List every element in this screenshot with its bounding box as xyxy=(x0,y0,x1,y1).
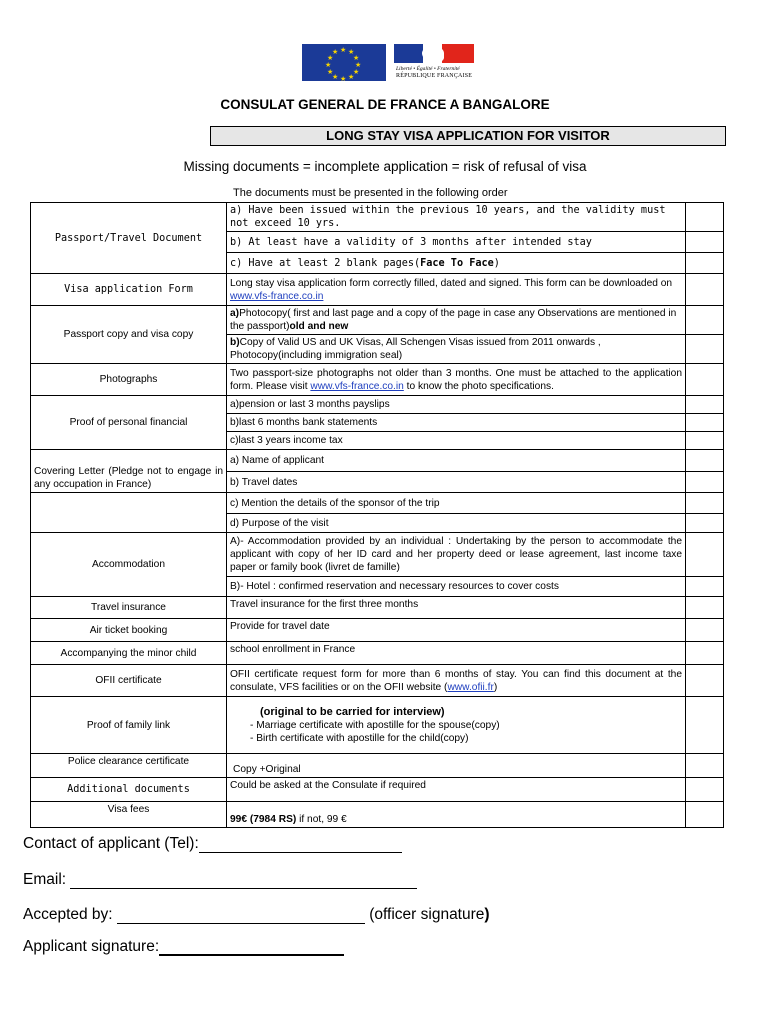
financial-item-c: c)last 3 years income tax xyxy=(227,432,686,450)
row-label-photographs: Photographs xyxy=(31,364,227,396)
email-input[interactable] xyxy=(70,872,417,889)
order-note: The documents must be presented in the following order xyxy=(233,187,508,199)
checkbox-cell[interactable] xyxy=(686,697,724,754)
row-label-covering-letter: Covering Letter (Pledge not to engage in any occupation in France) xyxy=(31,450,227,493)
row-label-passport-copy: Passport copy and visa copy xyxy=(31,306,227,364)
contact-label: Contact of applicant (Tel): xyxy=(23,835,199,852)
checkbox-cell[interactable] xyxy=(686,754,724,778)
applicant-signature-input[interactable] xyxy=(159,938,344,956)
row-label-additional: Additional documents xyxy=(31,778,227,802)
documents-table xyxy=(30,202,724,828)
checkbox-cell[interactable] xyxy=(686,450,724,472)
passport-item-c: c) Have at least 2 blank pages(Face To Face) xyxy=(227,253,686,274)
passport-item-a: a) Have been issued within the previous 10 years, and the validity must not exceed 10 yrs. xyxy=(227,203,686,232)
table-row xyxy=(31,778,724,802)
table-row xyxy=(31,754,724,778)
additional-text: Could be asked at the Consulate if required xyxy=(227,778,686,802)
police-text: Copy +Original xyxy=(227,754,686,778)
logo-motto: Liberté • Égalité • Fraternité xyxy=(396,66,460,72)
header-logos xyxy=(302,44,476,82)
applicant-signature-label: Applicant signature: xyxy=(23,938,160,955)
warning-text: Missing documents = incomplete application = risk of refusal of visa xyxy=(183,159,587,174)
vfs-photo-link[interactable]: www.vfs-france.co.in xyxy=(310,380,404,392)
covering-item-a: a) Name of applicant xyxy=(227,450,686,472)
page-title: CONSULAT GENERAL DE FRANCE A BANGALORE xyxy=(220,97,550,112)
checkbox-cell[interactable] xyxy=(686,396,724,414)
row-label-insurance: Travel insurance xyxy=(31,597,227,619)
family-item-2: - Birth certificate with apostille for the child(copy) xyxy=(250,732,469,744)
family-item-1: - Marriage certificate with apostille for the spouse(copy) xyxy=(250,719,500,731)
table-row xyxy=(31,274,724,306)
passport-item-b: b) At least have a validity of 3 months after intended stay xyxy=(227,232,686,253)
contact-field xyxy=(23,835,402,853)
checkbox-cell[interactable] xyxy=(686,274,724,306)
checkbox-cell[interactable] xyxy=(686,597,724,619)
republique-francaise-logo xyxy=(392,44,476,81)
officer-signature-input[interactable] xyxy=(117,907,365,924)
checkbox-cell[interactable] xyxy=(686,232,724,253)
ticket-text: Provide for travel date xyxy=(227,619,686,642)
insurance-text: Travel insurance for the first three months xyxy=(227,597,686,619)
table-row xyxy=(31,306,724,335)
ofii-text: OFII certificate request form for more than 6 months of stay. You can find this document at the consulate, VFS facilities or on the OFII website (www.ofii.fr) xyxy=(227,665,686,697)
applicant-signature-field xyxy=(23,938,344,956)
table-row xyxy=(31,533,724,577)
checkbox-cell[interactable] xyxy=(686,533,724,577)
accepted-label: Accepted by: xyxy=(23,906,113,923)
table-row xyxy=(31,665,724,697)
vfs-link[interactable]: www.vfs-france.co.in xyxy=(230,290,324,302)
row-label-visa-form: Visa application Form xyxy=(31,274,227,306)
passport-copy-item-b: b)Copy of Valid US and UK Visas, All Schengen Visas issued from 2011 onwards , Photocopy(including immigration seal) xyxy=(227,335,686,364)
table-row xyxy=(31,642,724,665)
checkbox-cell[interactable] xyxy=(686,253,724,274)
checkbox-cell[interactable] xyxy=(686,364,724,396)
email-label: Email: xyxy=(23,871,67,888)
checkbox-cell[interactable] xyxy=(686,665,724,697)
photos-text: Two passport-size photographs not older than 3 months. One must be attached to the application form. Please visit www.vfs-france.co.in to know the photo specifications. xyxy=(227,364,686,396)
family-text xyxy=(227,697,686,754)
row-label-ofii: OFII certificate xyxy=(31,665,227,697)
covering-item-c: c) Mention the details of the sponsor of the trip xyxy=(227,493,686,514)
row-label-ticket: Air ticket booking xyxy=(31,619,227,642)
checkbox-cell[interactable] xyxy=(686,432,724,450)
accommodation-item-b: B)- Hotel : confirmed reservation and necessary resources to cover costs xyxy=(227,577,686,597)
table-row xyxy=(31,597,724,619)
ofii-link[interactable]: www.ofii.fr xyxy=(447,681,494,693)
row-label-family: Proof of family link xyxy=(31,697,227,754)
row-label-police: Police clearance certificate xyxy=(31,754,227,778)
table-row xyxy=(31,396,724,414)
checkbox-cell[interactable] xyxy=(686,203,724,232)
table-row xyxy=(31,802,724,828)
row-label-fees: Visa fees xyxy=(31,802,227,828)
checkbox-cell[interactable] xyxy=(686,514,724,533)
checkbox-cell[interactable] xyxy=(686,802,724,828)
row-label-accommodation: Accommodation xyxy=(31,533,227,597)
checkbox-cell[interactable] xyxy=(686,493,724,514)
checkbox-cell[interactable] xyxy=(686,577,724,597)
eu-flag-icon: ★ ★ ★ ★ ★ ★ ★ ★ ★ ★ ★ ★ xyxy=(302,44,386,81)
financial-item-a: a)pension or last 3 months payslips xyxy=(227,396,686,414)
checkbox-cell[interactable] xyxy=(686,472,724,493)
checkbox-cell[interactable] xyxy=(686,642,724,665)
checkbox-cell[interactable] xyxy=(686,414,724,432)
family-heading: (original to be carried for interview) xyxy=(260,705,445,718)
fees-text: 99€ (7984 RS) if not, 99 € xyxy=(227,802,686,828)
email-field xyxy=(23,871,417,889)
covering-item-b: b) Travel dates xyxy=(227,472,686,493)
checkbox-cell[interactable] xyxy=(686,335,724,364)
checkbox-cell[interactable] xyxy=(686,619,724,642)
marianne-icon xyxy=(394,44,474,63)
table-row xyxy=(31,364,724,396)
financial-item-b: b)last 6 months bank statements xyxy=(227,414,686,432)
logo-republic: RÉPUBLIQUE FRANÇAISE xyxy=(396,73,473,79)
table-row xyxy=(31,203,724,232)
row-label-passport: Passport/Travel Document xyxy=(31,203,227,274)
contact-input[interactable] xyxy=(199,836,402,853)
covering-label-spacer xyxy=(31,493,227,533)
minor-text: school enrollment in France xyxy=(227,642,686,665)
passport-copy-item-a: a)Photocopy( first and last page and a copy of the page in case any Observations are mentioned in the passport)old and new xyxy=(227,306,686,335)
table-row xyxy=(31,450,724,472)
checkbox-cell[interactable] xyxy=(686,778,724,802)
row-label-minor: Accompanying the minor child xyxy=(31,642,227,665)
table-row xyxy=(31,493,724,514)
table-row xyxy=(31,619,724,642)
page-subtitle: LONG STAY VISA APPLICATION FOR VISITOR xyxy=(210,126,726,146)
covering-item-d: d) Purpose of the visit xyxy=(227,514,686,533)
row-label-financial: Proof of personal financial xyxy=(31,396,227,450)
accommodation-item-a: A)- Accommodation provided by an individual : Undertaking by the person to accommodate the applicant with copy of her ID card and her property deed or lease agreement, last income taxe paper or family book (livret de famille) xyxy=(227,533,686,577)
table-row xyxy=(31,697,724,754)
accepted-field: Accepted by: (officer signature) xyxy=(23,906,490,923)
checkbox-cell[interactable] xyxy=(686,306,724,335)
visa-form-text: Long stay visa application form correctly filled, dated and signed. This form can be downloaded on www.vfs-france.co.in xyxy=(227,274,686,306)
officer-signature-label: (officer signature xyxy=(369,906,485,923)
